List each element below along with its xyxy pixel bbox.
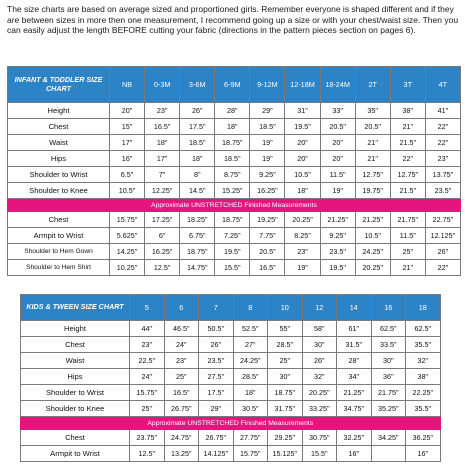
measurement-cell: 22" (390, 151, 425, 167)
measurement-cell: 52.5" (233, 321, 268, 337)
row-label: Shoulder to Hem Gown (8, 244, 110, 260)
row-label: Waist (8, 135, 110, 151)
table-row (8, 228, 461, 244)
measurement-cell: 29.25" (268, 430, 303, 446)
measurement-cell: 19.75" (355, 183, 390, 199)
table-row (21, 321, 441, 337)
measurement-cell: 26.75" (199, 430, 234, 446)
measurement-cell: 16.5" (145, 119, 180, 135)
measurement-cell: 26" (180, 103, 215, 119)
measurement-cell: 21.5" (390, 135, 425, 151)
measurement-cell: 19" (285, 260, 320, 276)
measurement-cell: 18" (233, 385, 268, 401)
measurement-cell: 31.5" (337, 337, 372, 353)
measurement-cell: 21" (390, 119, 425, 135)
infant-chart-title: INFANT & TODDLER SIZE CHART (8, 67, 110, 103)
measurement-cell: 50.5" (199, 321, 234, 337)
measurement-cell: 24.25" (355, 244, 390, 260)
table-row (8, 183, 461, 199)
table-row (21, 401, 441, 417)
measurement-cell: 24" (130, 369, 165, 385)
measurement-cell: 34.25" (371, 430, 406, 446)
size-16: 16 (371, 295, 406, 321)
measurement-cell: 18" (285, 183, 320, 199)
measurement-cell: 30.5" (233, 401, 268, 417)
measurement-cell: 17.25" (145, 212, 180, 228)
measurement-cell: 20" (320, 151, 355, 167)
measurement-cell: 16" (406, 446, 441, 462)
kids-tween-size-chart (20, 294, 441, 462)
table-row (21, 353, 441, 369)
measurement-cell: 8" (180, 167, 215, 183)
size-nb: NB (110, 67, 145, 103)
measurement-cell: 23" (285, 244, 320, 260)
measurement-cell: 19" (250, 151, 285, 167)
measurement-cell: 55" (268, 321, 303, 337)
measurement-cell: 6" (145, 228, 180, 244)
row-label: Chest (8, 212, 110, 228)
kids-chart-title: KIDS & TWEEN SIZE CHART (21, 295, 130, 321)
measurement-cell (371, 446, 406, 462)
size-18-24m: 18-24M (320, 67, 355, 103)
table-row (8, 135, 461, 151)
size-12: 12 (302, 295, 337, 321)
infant-finished-band: Approximate UNSTRETCHED Finished Measurements (8, 199, 461, 212)
measurement-cell: 23.5" (320, 244, 355, 260)
measurement-cell: 20" (320, 135, 355, 151)
infant-finished-measurements (8, 212, 461, 276)
measurement-cell: 31" (285, 103, 320, 119)
size-4t: 4T (425, 67, 460, 103)
measurement-cell: 15.25" (215, 183, 250, 199)
table-row (21, 369, 441, 385)
measurement-cell: 10.5" (355, 228, 390, 244)
measurement-cell: 29" (199, 401, 234, 417)
intro-paragraph: The size charts are based on average sized and proportioned girls. Remember everyone is shaped different and if they are between sizes in more then one measurement, I recommend going up a size or with your chest/waist size. Then you can easily adjust the length BEFORE cutting your fabric (directions in the pattern pieces section on pages 6). (7, 4, 459, 36)
row-label: Waist (21, 353, 130, 369)
measurement-cell: 14.25" (110, 244, 145, 260)
measurement-cell: 18.75" (268, 385, 303, 401)
table-row (8, 167, 461, 183)
measurement-cell: 21.5" (390, 183, 425, 199)
size-12-18m: 12-18M (285, 67, 320, 103)
size-8: 8 (233, 295, 268, 321)
table-row (8, 212, 461, 228)
measurement-cell: 18" (215, 119, 250, 135)
measurement-cell: 31.75" (268, 401, 303, 417)
measurement-cell: 23" (145, 103, 180, 119)
table-row (8, 244, 461, 260)
table-row (8, 151, 461, 167)
row-label: Height (21, 321, 130, 337)
measurement-cell: 16.25" (250, 183, 285, 199)
table-row (21, 385, 441, 401)
measurement-cell: 21.75" (371, 385, 406, 401)
measurement-cell: 8.75" (215, 167, 250, 183)
measurement-cell: 24" (164, 337, 199, 353)
measurement-cell: 23.5" (425, 183, 460, 199)
measurement-cell: 23" (130, 337, 165, 353)
measurement-cell: 14.75" (180, 260, 215, 276)
measurement-cell: 5.625" (110, 228, 145, 244)
measurement-cell: 28" (215, 103, 250, 119)
measurement-cell: 21" (390, 260, 425, 276)
measurement-cell: 9.25" (320, 228, 355, 244)
row-label: Shoulder to Knee (21, 401, 130, 417)
measurement-cell: 20.5" (320, 119, 355, 135)
measurement-cell: 20.5" (355, 119, 390, 135)
measurement-cell: 38" (406, 369, 441, 385)
row-label: Armpit to Wrist (8, 228, 110, 244)
measurement-cell: 21.25" (320, 212, 355, 228)
measurement-cell: 22.75" (425, 212, 460, 228)
measurement-cell: 20" (285, 135, 320, 151)
measurement-cell: 17.5" (180, 119, 215, 135)
measurement-cell: 16" (110, 151, 145, 167)
measurement-cell: 15.75" (233, 446, 268, 462)
measurement-cell: 41" (425, 103, 460, 119)
size-9-12m: 9-12M (250, 67, 285, 103)
row-label: Chest (8, 119, 110, 135)
measurement-cell: 21" (355, 135, 390, 151)
row-label: Height (8, 103, 110, 119)
measurement-cell: 12.125" (425, 228, 460, 244)
measurement-cell: 16" (337, 446, 372, 462)
measurement-cell: 16.25" (145, 244, 180, 260)
kids-finished-band: Approximate UNSTRETCHED Finished Measurements (21, 417, 441, 430)
measurement-cell: 38" (390, 103, 425, 119)
measurement-cell: 10.5" (285, 167, 320, 183)
measurement-cell: 58" (302, 321, 337, 337)
measurement-cell: 33" (320, 103, 355, 119)
measurement-cell: 8.25" (285, 228, 320, 244)
measurement-cell: 36" (371, 369, 406, 385)
infant-toddler-size-chart (7, 66, 461, 276)
measurement-cell: 12.75" (355, 167, 390, 183)
measurement-cell: 25" (268, 353, 303, 369)
size-3-6m: 3-6M (180, 67, 215, 103)
measurement-cell: 11.5" (390, 228, 425, 244)
measurement-cell: 17.5" (199, 385, 234, 401)
measurement-cell: 20.25" (285, 212, 320, 228)
measurement-cell: 19.25" (250, 212, 285, 228)
measurement-cell: 18.5" (250, 119, 285, 135)
measurement-cell: 18" (145, 135, 180, 151)
measurement-cell: 19.5" (215, 244, 250, 260)
measurement-cell: 26.75" (164, 401, 199, 417)
measurement-cell: 20.25" (355, 260, 390, 276)
row-label: Armpit to Wrist (21, 446, 130, 462)
measurement-cell: 12.5" (130, 446, 165, 462)
measurement-cell: 19.5" (320, 260, 355, 276)
measurement-cell: 25" (130, 401, 165, 417)
measurement-cell: 19" (250, 135, 285, 151)
measurement-cell: 17" (145, 151, 180, 167)
measurement-cell: 21" (355, 151, 390, 167)
measurement-cell: 15.5" (215, 260, 250, 276)
row-label: Shoulder to Wrist (21, 385, 130, 401)
measurement-cell: 26" (425, 244, 460, 260)
measurement-cell: 35.5" (406, 337, 441, 353)
measurement-cell: 32" (406, 353, 441, 369)
measurement-cell: 62.5" (406, 321, 441, 337)
measurement-cell: 30" (268, 369, 303, 385)
measurement-cell: 15" (110, 119, 145, 135)
kids-finished-measurements (21, 430, 441, 462)
size-5: 5 (130, 295, 165, 321)
measurement-cell: 21.75" (390, 212, 425, 228)
measurement-cell: 7.25" (215, 228, 250, 244)
row-label: Shoulder to Knee (8, 183, 110, 199)
size-14: 14 (337, 295, 372, 321)
measurement-cell: 22" (425, 135, 460, 151)
measurement-cell: 17" (110, 135, 145, 151)
row-label: Hips (8, 151, 110, 167)
table-row (21, 337, 441, 353)
row-label: Hips (21, 369, 130, 385)
measurement-cell: 18.5" (180, 135, 215, 151)
size-10: 10 (268, 295, 303, 321)
measurement-cell: 15.75" (130, 385, 165, 401)
measurement-cell: 22" (425, 119, 460, 135)
measurement-cell: 9.25" (250, 167, 285, 183)
measurement-cell: 16.5" (250, 260, 285, 276)
measurement-cell: 18.75" (215, 212, 250, 228)
measurement-cell: 35.5" (406, 401, 441, 417)
measurement-cell: 19.5" (285, 119, 320, 135)
row-label: Chest (21, 430, 130, 446)
measurement-cell: 22.25" (406, 385, 441, 401)
measurement-cell: 22.5" (130, 353, 165, 369)
measurement-cell: 18.25" (180, 212, 215, 228)
measurement-cell: 18.5" (215, 151, 250, 167)
measurement-cell: 23.5" (199, 353, 234, 369)
measurement-cell: 15.5" (302, 446, 337, 462)
measurement-cell: 12.25" (145, 183, 180, 199)
row-label: Shoulder to Hem Shirt (8, 260, 110, 276)
size-6-9m: 6-9M (215, 67, 250, 103)
measurement-cell: 13.75" (425, 167, 460, 183)
measurement-cell: 23" (164, 353, 199, 369)
measurement-cell: 19" (320, 183, 355, 199)
measurement-cell: 20" (285, 151, 320, 167)
measurement-cell: 36.25" (406, 430, 441, 446)
measurement-cell: 44" (130, 321, 165, 337)
measurement-cell: 10.25" (110, 260, 145, 276)
size-3t: 3T (390, 67, 425, 103)
measurement-cell: 14.125" (199, 446, 234, 462)
table-row (21, 446, 441, 462)
measurement-cell: 23.75" (130, 430, 165, 446)
table-row (8, 119, 461, 135)
measurement-cell: 61" (337, 321, 372, 337)
measurement-cell: 18.75" (180, 244, 215, 260)
measurement-cell: 24.75" (164, 430, 199, 446)
measurement-cell: 30.75" (302, 430, 337, 446)
measurement-cell: 26" (302, 353, 337, 369)
measurement-cell: 16.5" (164, 385, 199, 401)
measurement-cell: 15.75" (110, 212, 145, 228)
measurement-cell: 28.5" (233, 369, 268, 385)
measurement-cell: 14.5" (180, 183, 215, 199)
measurement-cell: 27.75" (233, 430, 268, 446)
measurement-cell: 20" (110, 103, 145, 119)
measurement-cell: 33.25" (302, 401, 337, 417)
measurement-cell: 62.5" (371, 321, 406, 337)
measurement-cell: 20.5" (250, 244, 285, 260)
measurement-cell: 12.75" (390, 167, 425, 183)
table-row (21, 430, 441, 446)
table-row (8, 103, 461, 119)
measurement-cell: 30" (371, 353, 406, 369)
measurement-cell: 21.25" (337, 385, 372, 401)
size-7: 7 (199, 295, 234, 321)
measurement-cell: 7.75" (250, 228, 285, 244)
measurement-cell: 7" (145, 167, 180, 183)
measurement-cell: 27" (233, 337, 268, 353)
measurement-cell: 6.75" (180, 228, 215, 244)
table-row (8, 260, 461, 276)
measurement-cell: 34" (337, 369, 372, 385)
measurement-cell: 35" (355, 103, 390, 119)
measurement-cell: 24.25" (233, 353, 268, 369)
measurement-cell: 32" (302, 369, 337, 385)
measurement-cell: 29" (250, 103, 285, 119)
measurement-cell: 11.5" (320, 167, 355, 183)
measurement-cell: 46.5" (164, 321, 199, 337)
measurement-cell: 26" (199, 337, 234, 353)
size-0-3m: 0-3M (145, 67, 180, 103)
measurement-cell: 28" (337, 353, 372, 369)
infant-body-measurements (8, 103, 461, 199)
measurement-cell: 22" (425, 260, 460, 276)
measurement-cell: 25" (164, 369, 199, 385)
measurement-cell: 28.5" (268, 337, 303, 353)
measurement-cell: 10.5" (110, 183, 145, 199)
measurement-cell: 20.25" (302, 385, 337, 401)
measurement-cell: 27.5" (199, 369, 234, 385)
measurement-cell: 18.75" (215, 135, 250, 151)
measurement-cell: 33.5" (371, 337, 406, 353)
measurement-cell: 12.5" (145, 260, 180, 276)
measurement-cell: 18" (180, 151, 215, 167)
measurement-cell: 32.25" (337, 430, 372, 446)
measurement-cell: 21.25" (355, 212, 390, 228)
measurement-cell: 13.25" (164, 446, 199, 462)
size-18: 18 (406, 295, 441, 321)
measurement-cell: 23" (425, 151, 460, 167)
kids-body-measurements (21, 321, 441, 417)
measurement-cell: 34.75" (337, 401, 372, 417)
measurement-cell: 35.25" (371, 401, 406, 417)
size-2t: 2T (355, 67, 390, 103)
measurement-cell: 30" (302, 337, 337, 353)
measurement-cell: 15.125" (268, 446, 303, 462)
size-6: 6 (164, 295, 199, 321)
measurement-cell: 6.5" (110, 167, 145, 183)
measurement-cell: 25" (390, 244, 425, 260)
row-label: Shoulder to Wrist (8, 167, 110, 183)
row-label: Chest (21, 337, 130, 353)
